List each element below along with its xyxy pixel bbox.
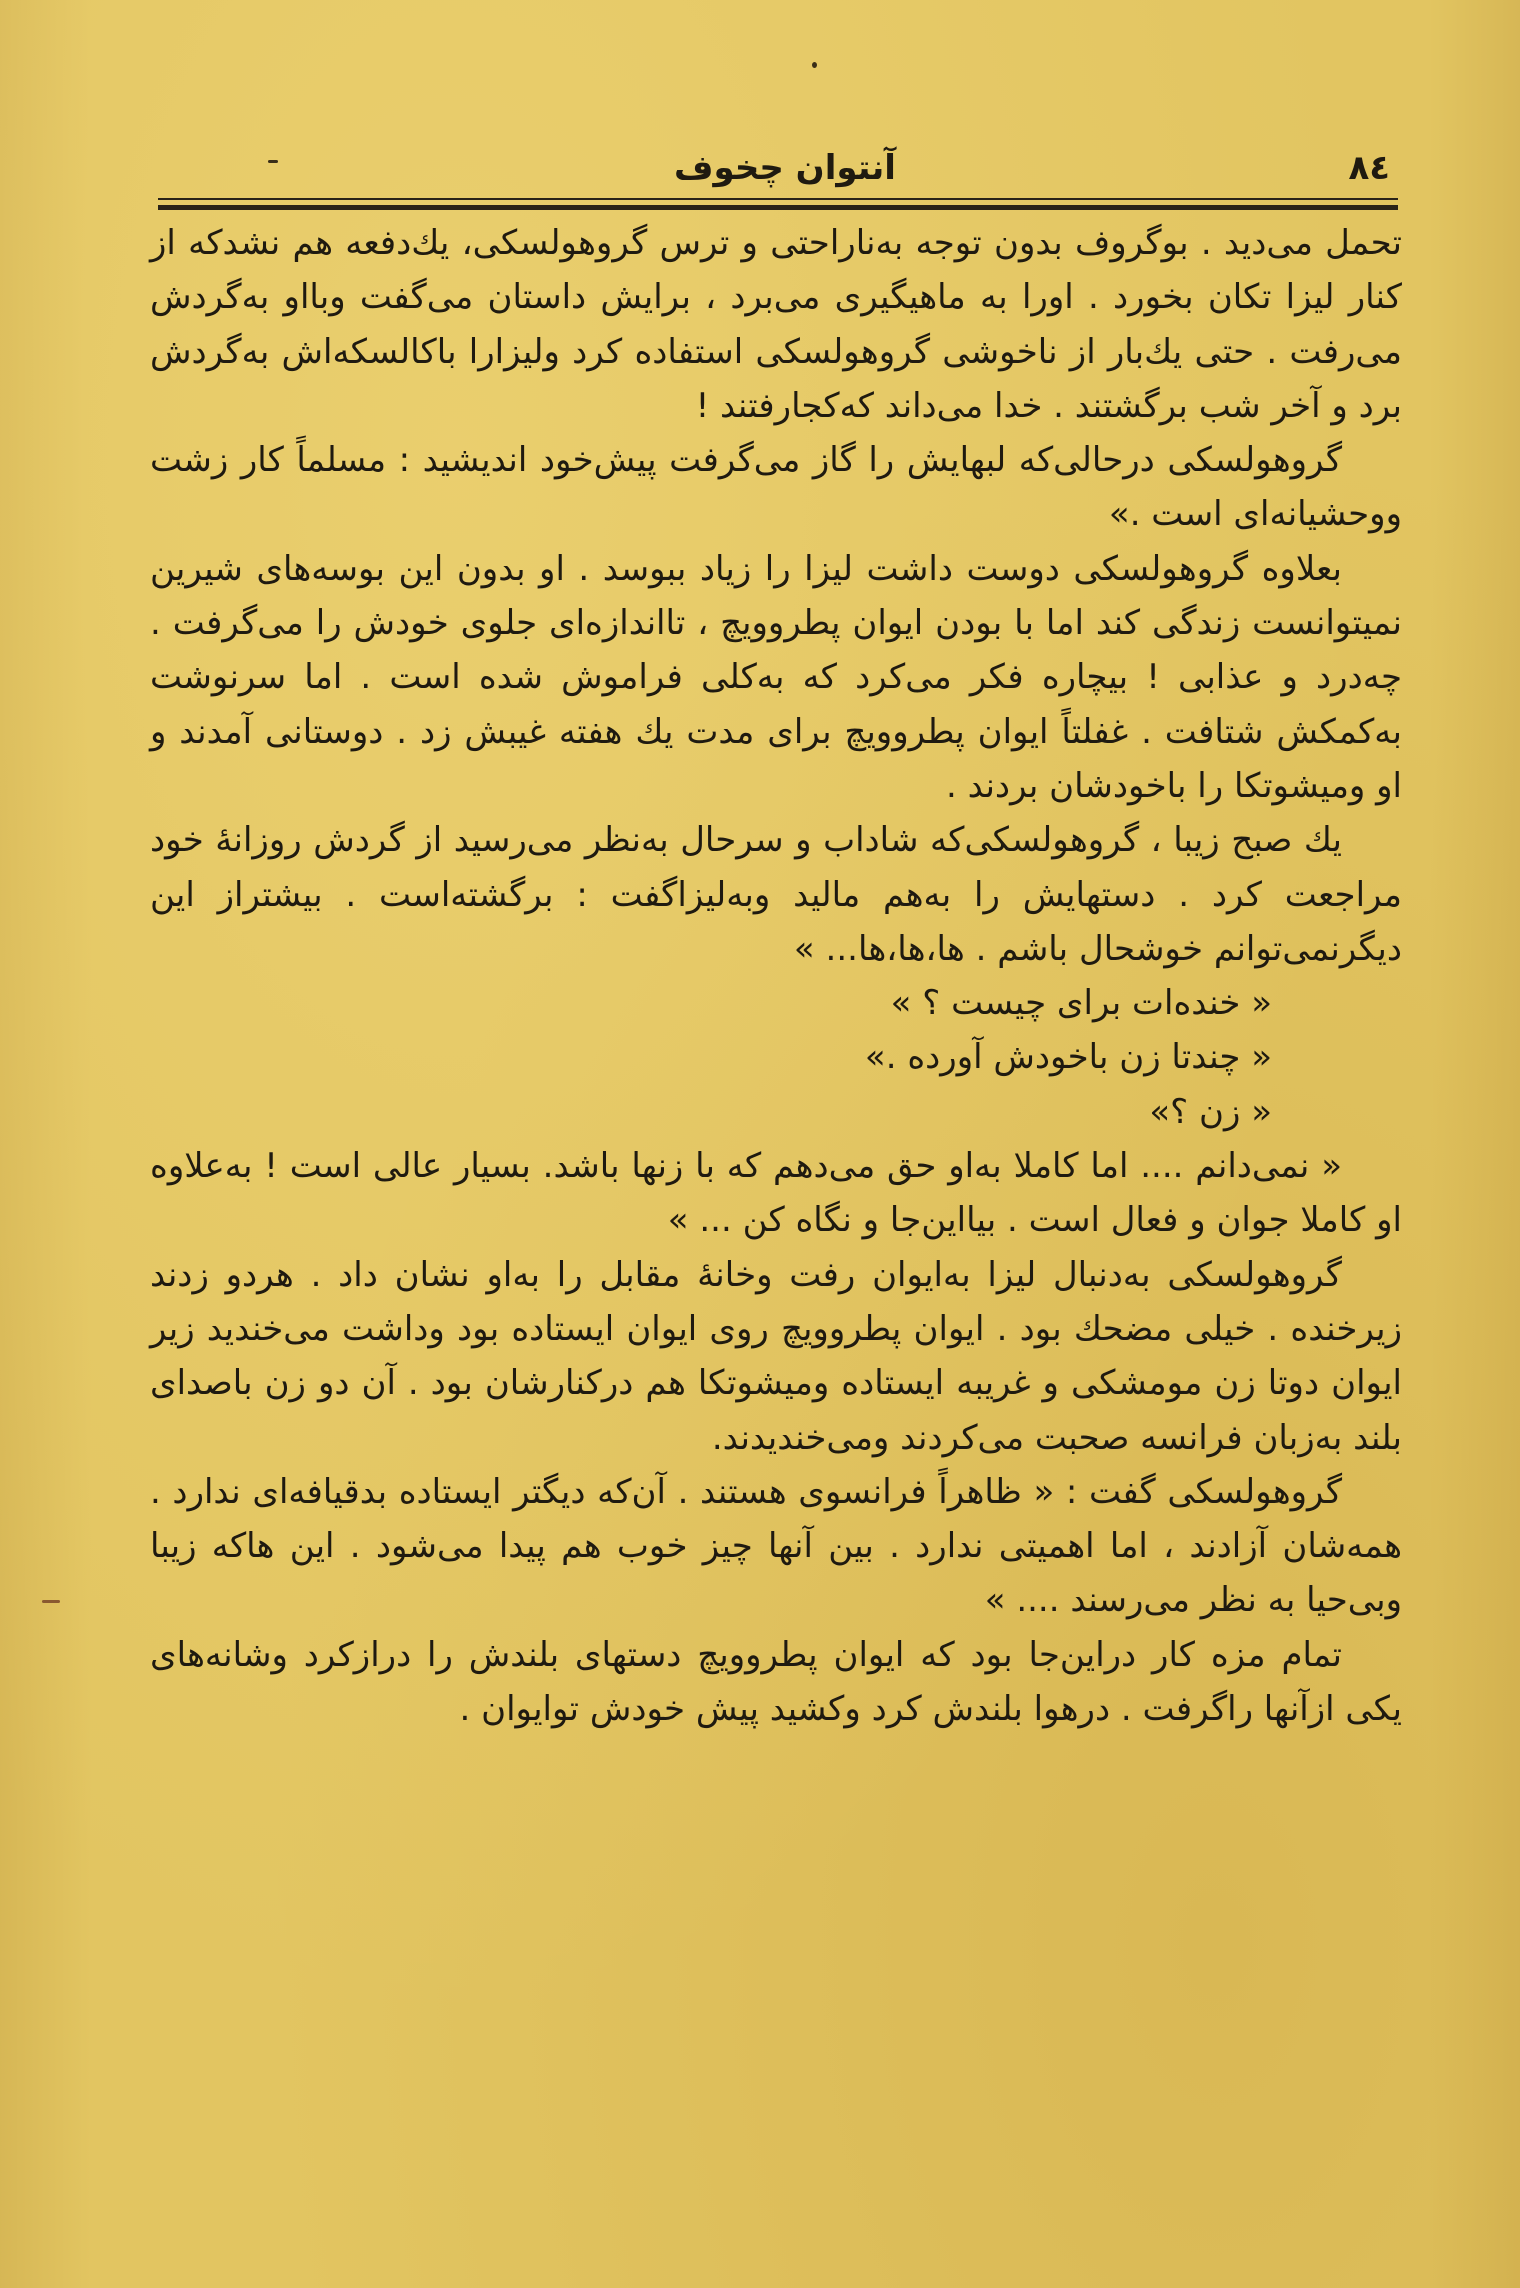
page-body — [150, 216, 1402, 1736]
ink-speck — [268, 160, 278, 163]
paragraph: گروهولسکی گفت : « ظاهراً فرانسوی هستند . آن‌که دیگتر ایستاده بدقیافه‌ای ندارد . همه‌شان آزادند ، اما اهمیتی ندارد . بین آنها چیز خوب هم پیدا می‌شود . این هاکه زیبا وبی‌حیا به نظر می‌رسند .... » — [150, 1471, 1402, 1621]
dialogue-line: « خنده‌ات برای چیست ؟ » — [890, 983, 1272, 1024]
paragraph: « نمی‌دانم .... اما کاملا به‌او حق می‌دهم که با زنها باشد. بسیار عالی است ! به‌علاوه او کاملا جوان و فعال است . بیااین‌جا و نگاه کن ... » — [150, 1146, 1402, 1241]
paragraph: گروهولسکی درحالی‌که لبهایش را گاز می‌گرفت پیش‌خود اندیشید : مسلماً کار زشت ووحشیانه‌ای است .» — [150, 440, 1402, 535]
paragraph: بعلاوه گروهولسکی دوست داشت لیزا را زیاد ببوسد . او بدون این بوسه‌های شیرین نمیتوانست زندگی کند اما با بودن ایوان پطروویچ ، تااندازه‌ای جلوی خودش را می‌گرفت . چه‌درد و عذابی ! بیچاره فکر می‌کرد که به‌کلی فراموش شده است . اما سرنوشت به‌کمکش شتافت . غفلتاً ایوان پطروویچ برای مدت یك هفته غیبش زد . دوستانی آمدند و او ومیشوتکا را باخودشان بردند . — [150, 548, 1402, 806]
paragraph: یك صبح زیبا ، گروهولسکی‌که شاداب و سرحال به‌نظر می‌رسید از گردش روزانهٔ خود مراجعت کرد . دستهایش را به‌هم مالید وبه‌لیزاگفت : برگشته‌است . بیشتراز این دیگرنمی‌توانم خوشحال باشم . ها،ها،ها... » — [150, 820, 1402, 969]
ink-speck — [812, 62, 817, 68]
running-title: آنتوان چخوف — [674, 148, 896, 188]
header-rule-thin — [158, 198, 1398, 200]
paragraph: گروهولسکی به‌دنبال لیزا به‌ایوان رفت وخانهٔ مقابل را به‌او نشان داد . هردو زدند زیرخنده . خیلی مضحك بود . ایوان پطروویچ روی ایوان ایستاده بود وداشت می‌خندید زیر ایوان دوتا زن مومشکی و غریبه ایستاده ومیشوتکا هم درکنارشان بود . آن دو زن باصدای بلند به‌زبان فرانسه صحبت می‌کردند ومی‌خندیدند. — [150, 1254, 1402, 1458]
page-header — [180, 148, 1390, 198]
paragraph: تمام مزه کار دراین‌جا بود که ایوان پطروویچ دستهای بلندش را درازکرد وشانه‌های یکی ازآنها راگرفت . درهوا بلندش کرد وکشید پیش خودش توایوان . — [150, 1634, 1402, 1730]
dialogue-line: « زن ؟» — [1149, 1091, 1272, 1132]
paragraph: تحمل می‌دید . بوگروف بدون توجه به‌ناراحتی و ترس گروهولسکی، یك‌دفعه هم نشدکه از کنار لیزا تکان بخورد . اورا به ماهیگیری می‌برد ، برایش داستان می‌گفت وبااو به‌گردش می‌رفت . حتی یك‌بار از ناخوشی گروهولسکی استفاده کرد ولیزارا باکالسکه‌اش به‌گردش برد و آخر شب برگشتند . خدا می‌داند که‌کجارفتند ! — [150, 223, 1402, 426]
dialogue-line: « چندتا زن باخودش آورده .» — [864, 1037, 1272, 1078]
header-rule-thick — [158, 205, 1398, 210]
page-number: ٨٤ — [1348, 148, 1390, 188]
ink-speck — [42, 1600, 60, 1603]
